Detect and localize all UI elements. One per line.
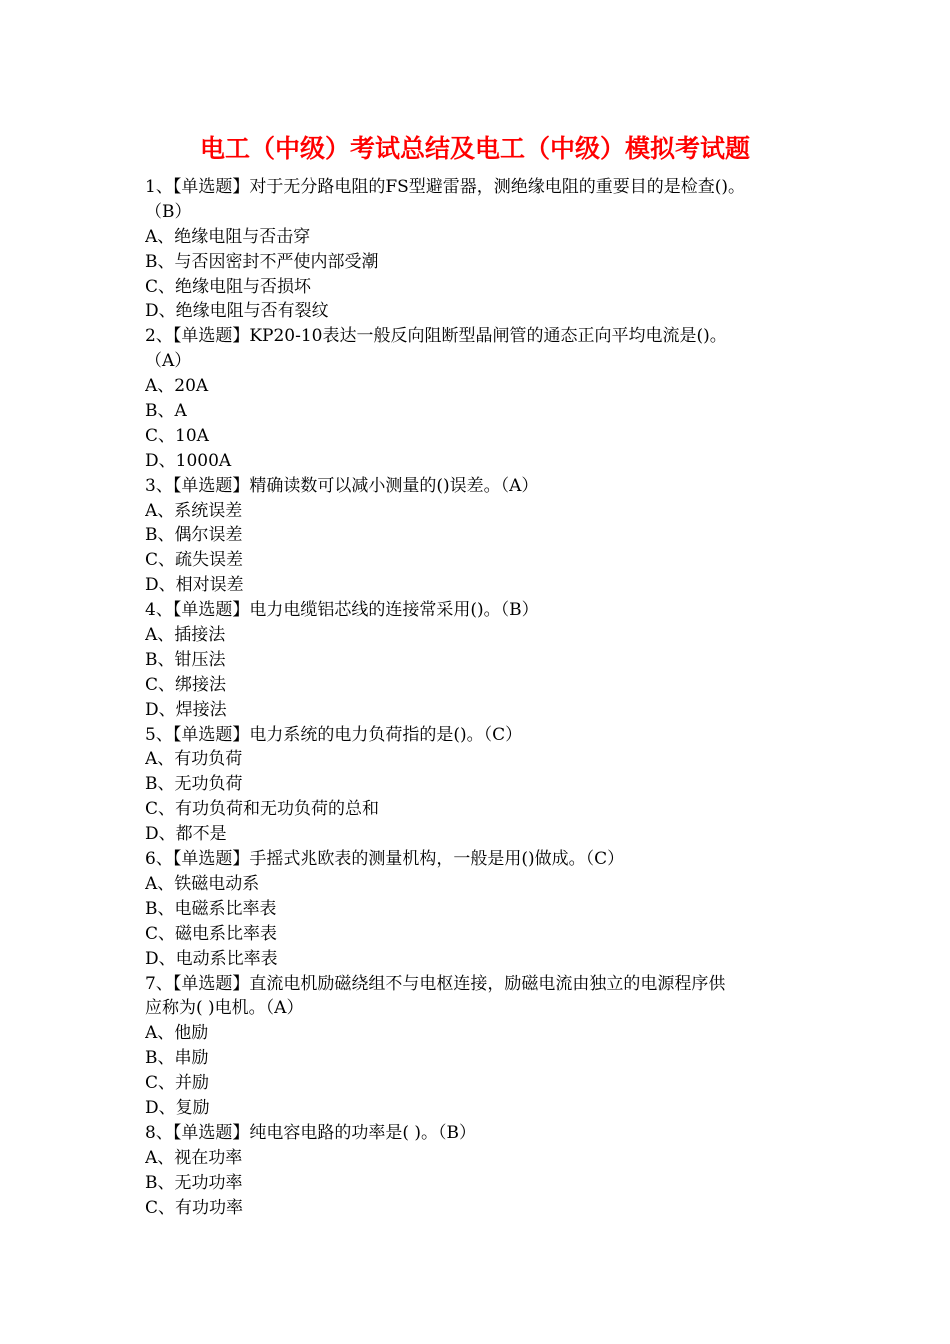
text-line: （B） <box>145 201 192 222</box>
text-line: A、插接法 <box>145 625 226 646</box>
text-line: C、有功功率 <box>145 1197 244 1218</box>
text-line: C、绝缘电阻与否损坏 <box>145 276 312 297</box>
text-line: A、20A <box>145 376 209 397</box>
text-line: 应称为( )电机。（A） <box>145 998 304 1019</box>
text-line: D、电动系比率表 <box>145 948 278 969</box>
text-line: A、有功负荷 <box>145 749 243 770</box>
document-body <box>145 175 820 1220</box>
text-line: D、1000A <box>145 450 232 471</box>
text-line: C、磁电系比率表 <box>145 923 278 944</box>
text-line: B、串励 <box>145 1048 209 1069</box>
document-title: 电工（中级）考试总结及电工（中级）模拟考试题 <box>199 134 750 163</box>
text-line: B、A <box>145 401 187 422</box>
text-line: 8、【单选题】纯电容电路的功率是( )。（B） <box>145 1122 476 1143</box>
text-line: D、相对误差 <box>145 575 244 596</box>
text-line: 1、【单选题】对于无分路电阻的FS型避雷器，测绝缘电阻的重要目的是检查()。 <box>145 177 746 197</box>
text-line: D、焊接法 <box>145 699 227 720</box>
text-line: 5、【单选题】电力系统的电力负荷指的是()。（C） <box>145 724 523 745</box>
text-line: 3、【单选题】精确读数可以减小测量的()误差。（A） <box>145 475 539 496</box>
text-line: C、10A <box>145 425 209 446</box>
text-line: A、他励 <box>145 1023 209 1044</box>
text-line: B、电磁系比率表 <box>145 898 277 919</box>
text-line: C、并励 <box>145 1073 210 1094</box>
text-line: B、偶尔误差 <box>145 525 243 546</box>
text-line: B、与否因密封不严使内部受潮 <box>145 251 379 272</box>
text-line: B、无功功率 <box>145 1172 243 1193</box>
text-line: C、有功负荷和无功负荷的总和 <box>145 799 380 820</box>
text-line: A、绝缘电阻与否击穿 <box>145 226 311 247</box>
text-line: D、绝缘电阻与否有裂纹 <box>145 301 329 322</box>
text-line: B、无功负荷 <box>145 774 243 795</box>
text-line: 6、【单选题】手摇式兆欧表的测量机构，一般是用()做成。（C） <box>145 849 625 870</box>
text-line: C、疏失误差 <box>145 550 244 571</box>
text-line: A、系统误差 <box>145 500 243 521</box>
text-line: D、都不是 <box>145 824 227 845</box>
text-line: 7、【单选题】直流电机励磁绕组不与电枢连接，励磁电流由独立的电源程序供 <box>145 973 726 994</box>
text-line: 4、【单选题】电力电缆铝芯线的连接常采用()。（B） <box>145 600 539 621</box>
text-line: D、复励 <box>145 1097 210 1118</box>
text-line: C、绑接法 <box>145 674 227 695</box>
text-line: A、铁磁电动系 <box>145 873 260 894</box>
text-line: 2、【单选题】KP20-10表达一般反向阻断型晶闸管的通态正向平均电流是()。 <box>145 326 727 347</box>
text-line: （A） <box>145 351 192 372</box>
text-line: A、视在功率 <box>145 1147 243 1168</box>
text-line: B、钳压法 <box>145 649 226 670</box>
